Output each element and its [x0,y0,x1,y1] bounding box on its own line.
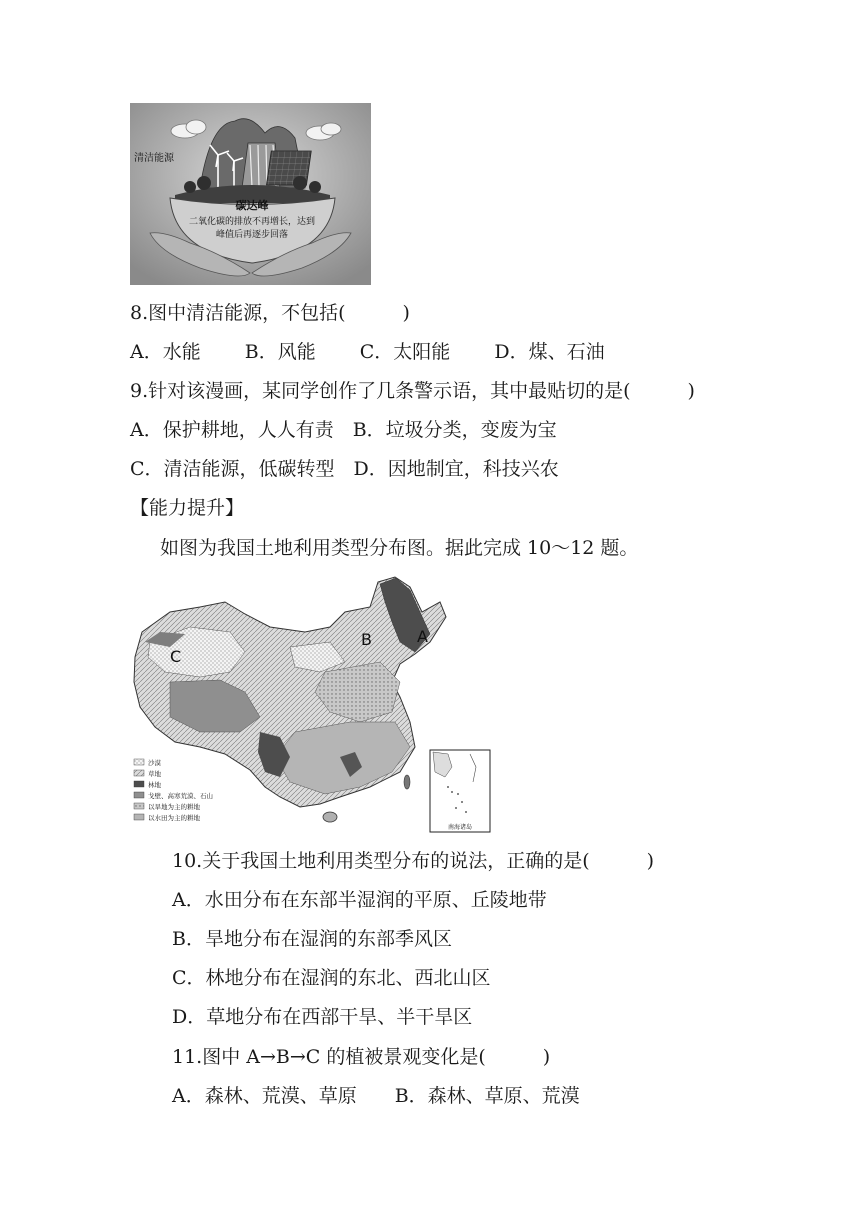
question-10-option-d: D．草地分布在西部干旱、半干旱区 [172,1006,473,1028]
legend-forest: 林地 [148,781,161,789]
cartoon-title: 碳达峰 [235,199,269,212]
question-9-stem: 9.针对该漫画，某同学创作了几条警示语，其中最贴切的是( ) [130,380,695,402]
map-label-a: A [417,627,428,646]
question-10-option-b: B．旱地分布在湿润的东部季风区 [172,928,452,950]
inset-label: 南海诸岛 [447,824,473,831]
question-8-stem: 8.图中清洁能源，不包括( ) [130,302,410,324]
map-label-b: B [361,630,372,649]
question-9-options-row1: A．保护耕地，人人有责 B．垃圾分类，变废为宝 [130,419,557,441]
question-9-options-row2: C．清洁能源，低碳转型 D．因地制宜，科技兴农 [130,458,559,480]
question-11-stem: 11.图中 A→B→C 的植被景观变化是( ) [172,1046,551,1068]
section-title: 【能力提升】 [130,497,245,519]
legend-dryland: 以旱地为主的耕地 [148,803,200,811]
question-10-option-c: C．林地分布在湿润的东北、西北山区 [172,967,491,989]
clean-energy-cartoon [130,103,371,285]
question-8-options: A．水能 B．风能 C．太阳能 D．煤、石油 [130,341,605,363]
cartoon-side-label: 清洁能源 [134,153,174,164]
question-11-options-row1: A．森林、荒漠、草原 B．森林、草原、荒漠 [172,1085,580,1107]
cartoon-caption-line2: 峰值后再逐步回落 [215,230,289,240]
south-china-sea-inset [430,750,490,832]
legend-paddy: 以水田为主的耕地 [148,814,200,822]
question-10-option-a: A．水田分布在东部半湿润的平原、丘陵地带 [172,889,547,911]
cartoon-caption-line1: 二氧化碳的排放不再增长，达到 [188,217,316,227]
legend-desert: 沙漠 [148,759,161,767]
question-10-stem: 10.关于我国土地利用类型分布的说法，正确的是( ) [172,850,655,872]
map-intro: 如图为我国土地利用类型分布图。据此完成 10～12 题。 [160,537,639,559]
map-label-c: C [170,647,182,666]
legend-grassland: 草地 [148,770,161,778]
map-legend [134,758,213,822]
legend-gobi: 戈壁、高寒荒漠、石山 [148,792,213,800]
land-use-map [130,572,495,834]
